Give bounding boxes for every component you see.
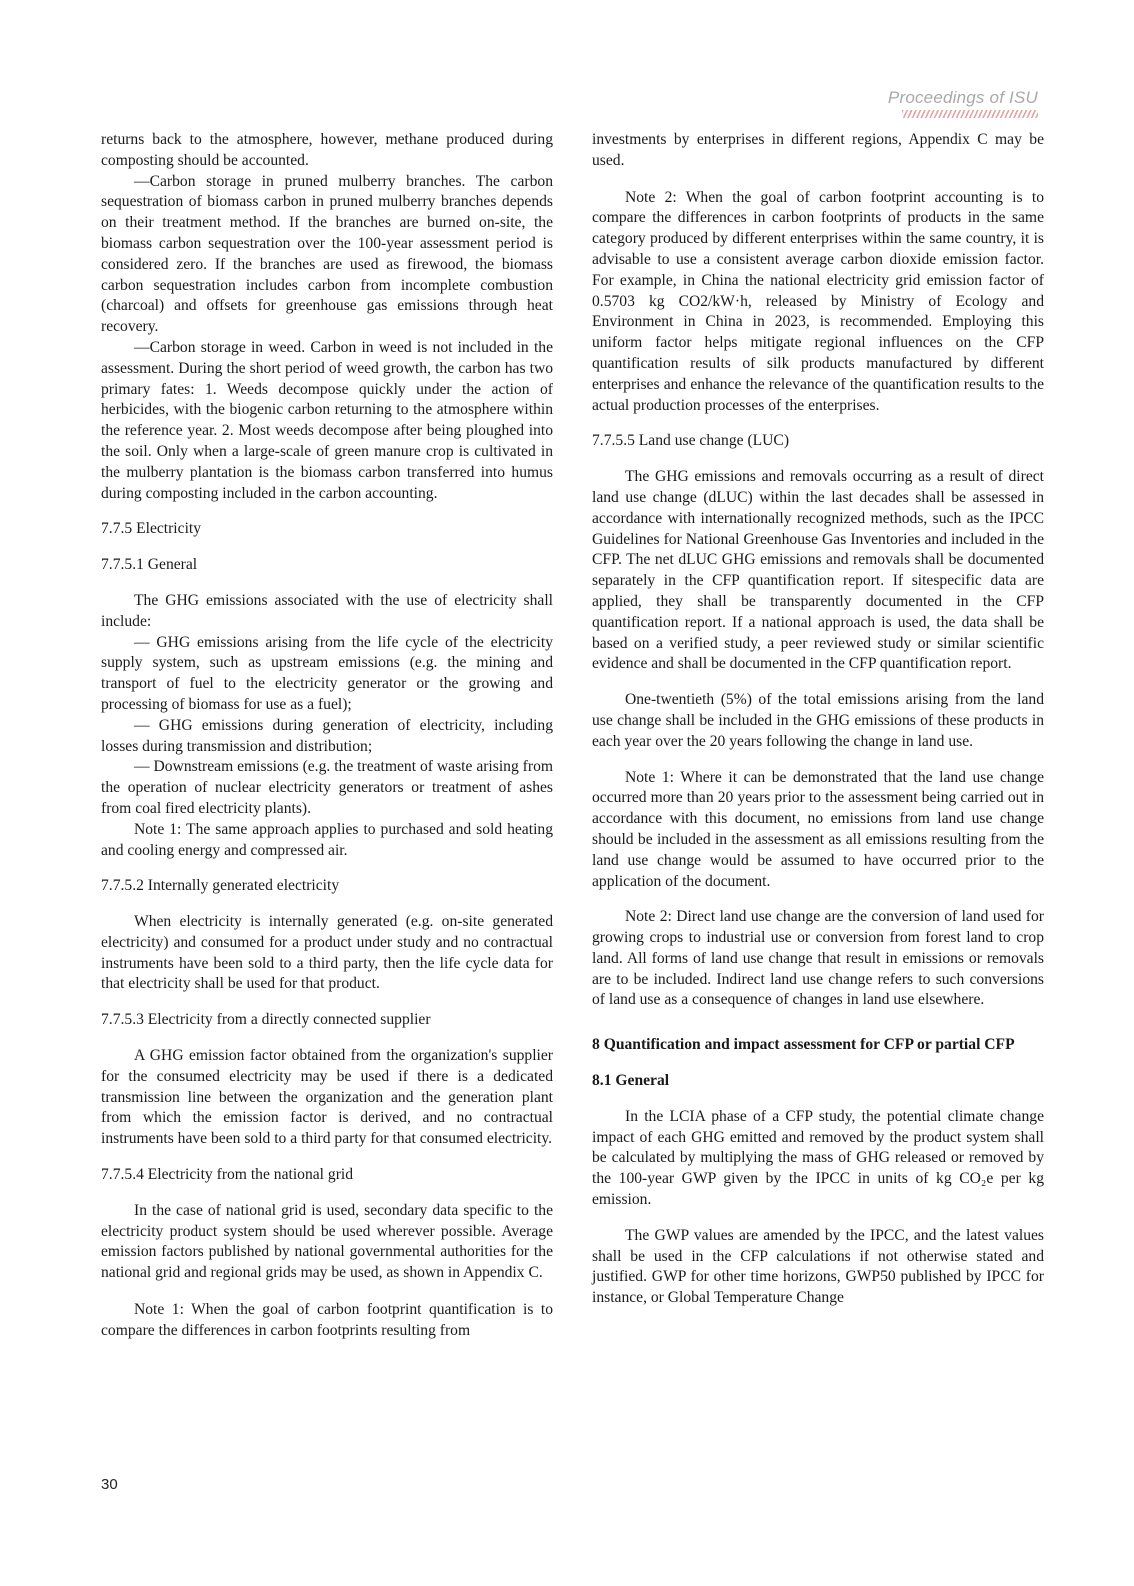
section-heading-7-7-5-3: 7.7.5.3 Electricity from a directly connected supplier [101,1011,431,1029]
paragraph: When electricity is internally generated (e.g. on-site generated electricity) and consumed for a product under study and no contractual instruments have been sold to a third party, then the life cycle data for that electricity shall be used for that product. [101,913,553,993]
section-heading-7-7-5-2: 7.7.5.2 Internally generated electricity [101,877,340,895]
page-number: 30 [101,1476,118,1493]
note: Note 1: When the goal of carbon footprint quantification is to compare the differences in carbon footprints resulting from [101,1301,553,1339]
section-heading-8: 8 Quantification and impact assessment for CFP or partial CFP [592,1036,1015,1054]
section-heading-8-1: 8.1 General [592,1072,670,1090]
section-heading-7-7-5-1: 7.7.5.1 General [101,556,198,574]
section-heading-7-7-5-5: 7.7.5.5 Land use change (LUC) [592,432,790,450]
header-decorative-rule [902,110,1038,118]
paragraph: In the LCIA phase of a CFP study, the potential climate change impact of each GHG emitted and removed by the product system shall be calculated by multiplying the mass of GHG released or removed by the 100-year GWP given by the IPCC in units of kg CO₂e per kg emission. [592,1107,1044,1209]
paragraph: The GHG emissions associated with the use of electricity shall include: [101,591,553,630]
list-item: — GHG emissions during generation of electricity, including losses during transmission and distribution; [101,716,553,755]
paragraph: —Carbon storage in pruned mulberry branches. The carbon sequestration of biomass carbon in pruned mulberry branches depends on their treatment method. If the branches are burned on-site, the biomass carbon sequestration over the 100-year assessment period is considered zero. If the branches are used as firewood, the biomass carbon sequestration includes carbon from incomplete combustion (charcoal) and offsets for greenhouse gas emissions through heat recovery. [101,172,553,336]
paragraph: returns back to the atmosphere, however, methane produced during composting should be accounted. [101,131,553,169]
section-heading-7-7-5-4: 7.7.5.4 Electricity from the national grid [101,1166,354,1184]
paragraph: The GWP values are amended by the IPCC, and the latest values shall be used in the CFP calculations if not otherwise stated and justified. GWP for other time horizons, GWP50 published by IPCC for instance, or Global Temperature Change [592,1226,1044,1307]
paragraph: investments by enterprises in different regions, Appendix C may be used. [592,131,1044,169]
list-item: — Downstream emissions (e.g. the treatment of waste arising from the operation of nuclear electricity generators or treatment of ashes from coal fired electricity plants). [101,758,553,817]
paragraph: A GHG emission factor obtained from the organization's supplier for the consumed electricity may be used if there is a dedicated transmission line between the organization and the generation plant from which the emission factor is derived, and no contractual instruments have been sold to a third party for that consumed electricity. [101,1047,553,1148]
section-heading-7-7-5: 7.7.5 Electricity [101,520,202,538]
paragraph: One-twentieth (5%) of the total emissions arising from the land use change shall be included in the GHG emissions of these products in each year over the 20 years following the change in land use. [592,691,1044,750]
list-item: — GHG emissions arising from the life cycle of the electricity supply system, such as upstream emissions (e.g. the mining and transport of fuel to the electricity generator or the growing and processing of biomass for use as a fuel); [101,633,553,713]
note: Note 1: Where it can be demonstrated that the land use change occurred more than 20 years prior to the assessment being carried out in accordance with this document, no emissions from land use change should be included in the assessment as all emissions resulting from the land use change would be assumed to have occurred prior to the application of the document. [592,768,1044,890]
journal-title: Proceedings of ISU [887,88,1038,107]
note: Note 1: The same approach applies to purchased and sold heating and cooling energy and compressed air. [101,820,553,859]
note: Note 2: When the goal of carbon footprint accounting is to compare the differences in carbon footprints of products in the same category produced by different enterprises within the same country, it is advisable to use a consistent average carbon dioxide emission factor. For example, in China the national electricity grid emission factor of 0.5703 kg CO2/kW·h, released by Ministry of Ecology and Environment in China in 2023, is recommended. Employing this uniform factor helps mitigate regional influences on the CFP quantification results of silk products manufactured by different enterprises and enhance the relevance of the quantification results to the actual production processes of the enterprises. [592,188,1044,414]
running-header [878,88,1038,118]
note: Note 2: Direct land use change are the conversion of land used for growing crops to industrial use or conversion from forest land to crop land. All forms of land use change that result in emissions or removals are to be included. Indirect land use change refers to such conversions of land use as a consequence of changes in land use elsewhere. [592,908,1044,1009]
paragraph: —Carbon storage in weed. Carbon in weed is not included in the assessment. During the short period of weed growth, the carbon has two primary fates: 1. Weeds decompose quickly under the action of herbicides, with the biogenic carbon returning to the atmosphere within the reference year. 2. Most weeds decompose after being ploughed into the soil. Only when a large-scale of green manure crop is cultivated in the mulberry plantation is the biomass carbon transferred into humus during composting included in the carbon accounting. [101,338,553,502]
paragraph: In the case of national grid is used, secondary data specific to the electricity product system should be used wherever possible. Average emission factors published by national governmental authorities for the national grid and regional grids may be used, as shown in Appendix C. [101,1201,553,1282]
left-column [101,130,553,1342]
right-column [592,130,1044,1309]
paragraph: The GHG emissions and removals occurring as a result of direct land use change (dLUC) within the last decades shall be assessed in accordance with internationally recognized methods, such as the IPCC Guidelines for National Greenhouse Gas Inventories and included in the CFP. The net dLUC GHG emissions and removals shall be documented separately in the CFP quantification report. If sitespecific data are applied, they shall be transparently documented in the CFP quantification report. If a national approach is used, the data shall be based on a verified study, a peer reviewed study or similar scientific evidence and shall be documented in the CFP quantification report. [592,468,1044,673]
